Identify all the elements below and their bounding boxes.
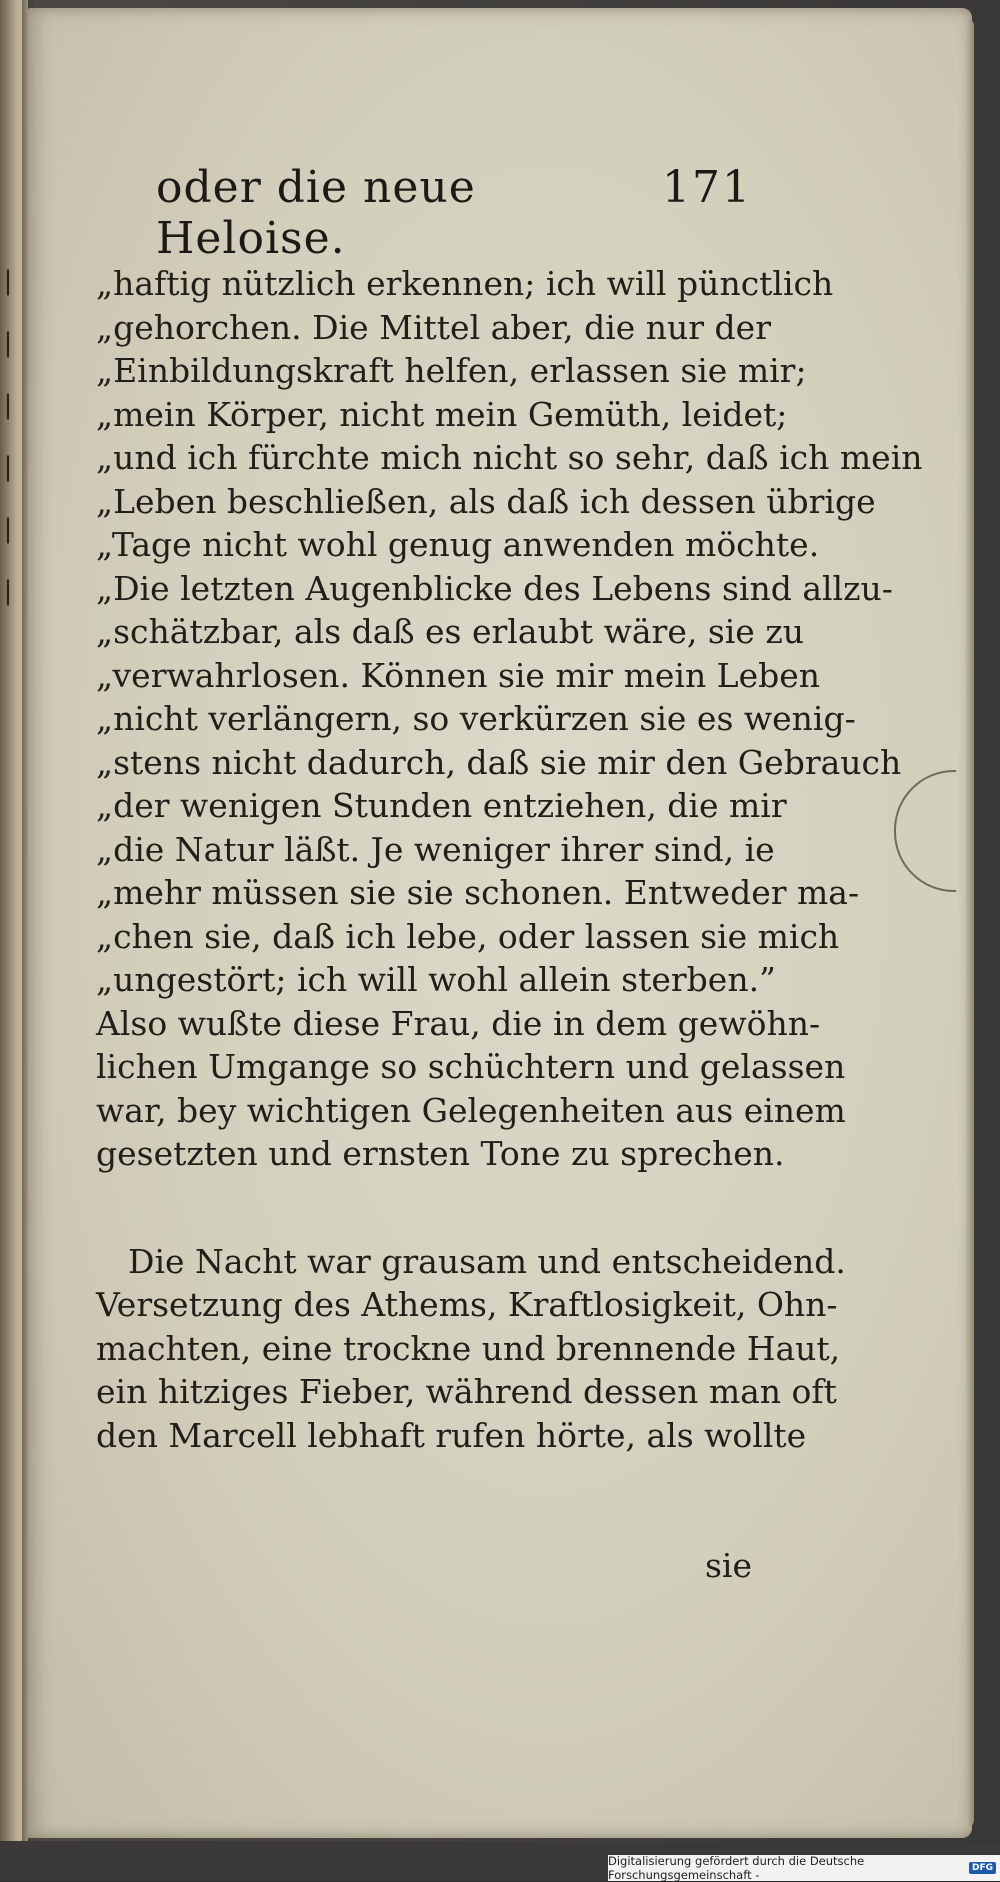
paragraph-1 bbox=[96, 262, 923, 1176]
facing-page-edge-marks: | | | | | | bbox=[0, 266, 16, 606]
text-line: „nicht verlängern, so verkürzen sie es wenig- bbox=[96, 699, 856, 738]
text-line: „gehorchen. Die Mittel aber, die nur der bbox=[96, 307, 771, 347]
text-line: „mehr müssen sie sie schonen. Entweder ma- bbox=[96, 873, 860, 912]
page-number: 171 bbox=[662, 162, 752, 213]
body-text bbox=[96, 262, 923, 1457]
text-line: gesetzten und ernsten Tone zu sprechen. bbox=[96, 1134, 785, 1173]
paragraph-2 bbox=[96, 1240, 846, 1458]
text-line: machten, eine trockne und brennende Haut, bbox=[96, 1328, 841, 1368]
funding-credit-bar bbox=[608, 1855, 1000, 1881]
text-line: „verwahrlosen. Können sie mir mein Leben bbox=[96, 655, 821, 695]
text-line: den Marcell lebhaft rufen hörte, als wollte bbox=[96, 1415, 807, 1455]
text-line: „Einbildungskraft helfen, erlassen sie mir; bbox=[96, 351, 807, 390]
text-line: „Tage nicht wohl genug anwenden möchte. bbox=[96, 525, 820, 564]
dfg-logo-icon: DFG bbox=[969, 1862, 996, 1874]
text-line: „stens nicht dadurch, daß sie mir den Gebrauch bbox=[96, 742, 902, 782]
text-line: „schätzbar, als daß es erlaubt wäre, sie zu bbox=[96, 612, 804, 651]
paragraph-gap bbox=[96, 1176, 752, 1240]
running-title: oder die neue Heloise. bbox=[156, 162, 476, 264]
text-line: „der wenigen Stunden entziehen, die mir bbox=[96, 786, 787, 825]
text-line: war, bey wichtigen Gelegenheiten aus einem bbox=[96, 1090, 846, 1130]
page-right-rim bbox=[966, 18, 974, 1828]
text-line: „ungestört; ich will wohl allein sterben.” bbox=[96, 960, 776, 999]
catchword: sie bbox=[704, 1546, 752, 1585]
text-line: „haftig nützlich erkennen; ich will pünctlich bbox=[96, 264, 834, 303]
text-line: Versetzung des Athems, Kraftlosigkeit, Ohn- bbox=[96, 1285, 838, 1324]
funding-credit-text: Digitalisierung gefördert durch die Deutsche Forschungsgemeinschaft - bbox=[608, 1854, 865, 1882]
text-line: „chen sie, daß ich lebe, oder lassen sie mich bbox=[96, 916, 840, 956]
text-line: Also wußte diese Frau, die in dem gewöhn- bbox=[96, 1003, 821, 1043]
text-line: ein hitziges Fieber, während dessen man oft bbox=[96, 1372, 837, 1411]
text-line: „und ich fürchte mich nicht so sehr, daß ich mein bbox=[96, 438, 923, 477]
text-line: „Die letzten Augenblicke des Lebens sind allzu- bbox=[96, 568, 893, 608]
footer bbox=[0, 1841, 1000, 1881]
text-line: lichen Umgange so schüchtern und gelassen bbox=[96, 1047, 846, 1086]
text-line: „die Natur läßt. Je weniger ihrer sind, ie bbox=[96, 829, 775, 869]
text-line: Die Nacht war grausam und entscheidend. bbox=[128, 1241, 846, 1281]
page-header bbox=[156, 162, 752, 264]
text-line: „Leben beschließen, als daß ich dessen übrige bbox=[96, 481, 876, 521]
text-line: „mein Körper, nicht mein Gemüth, leidet; bbox=[96, 394, 788, 434]
